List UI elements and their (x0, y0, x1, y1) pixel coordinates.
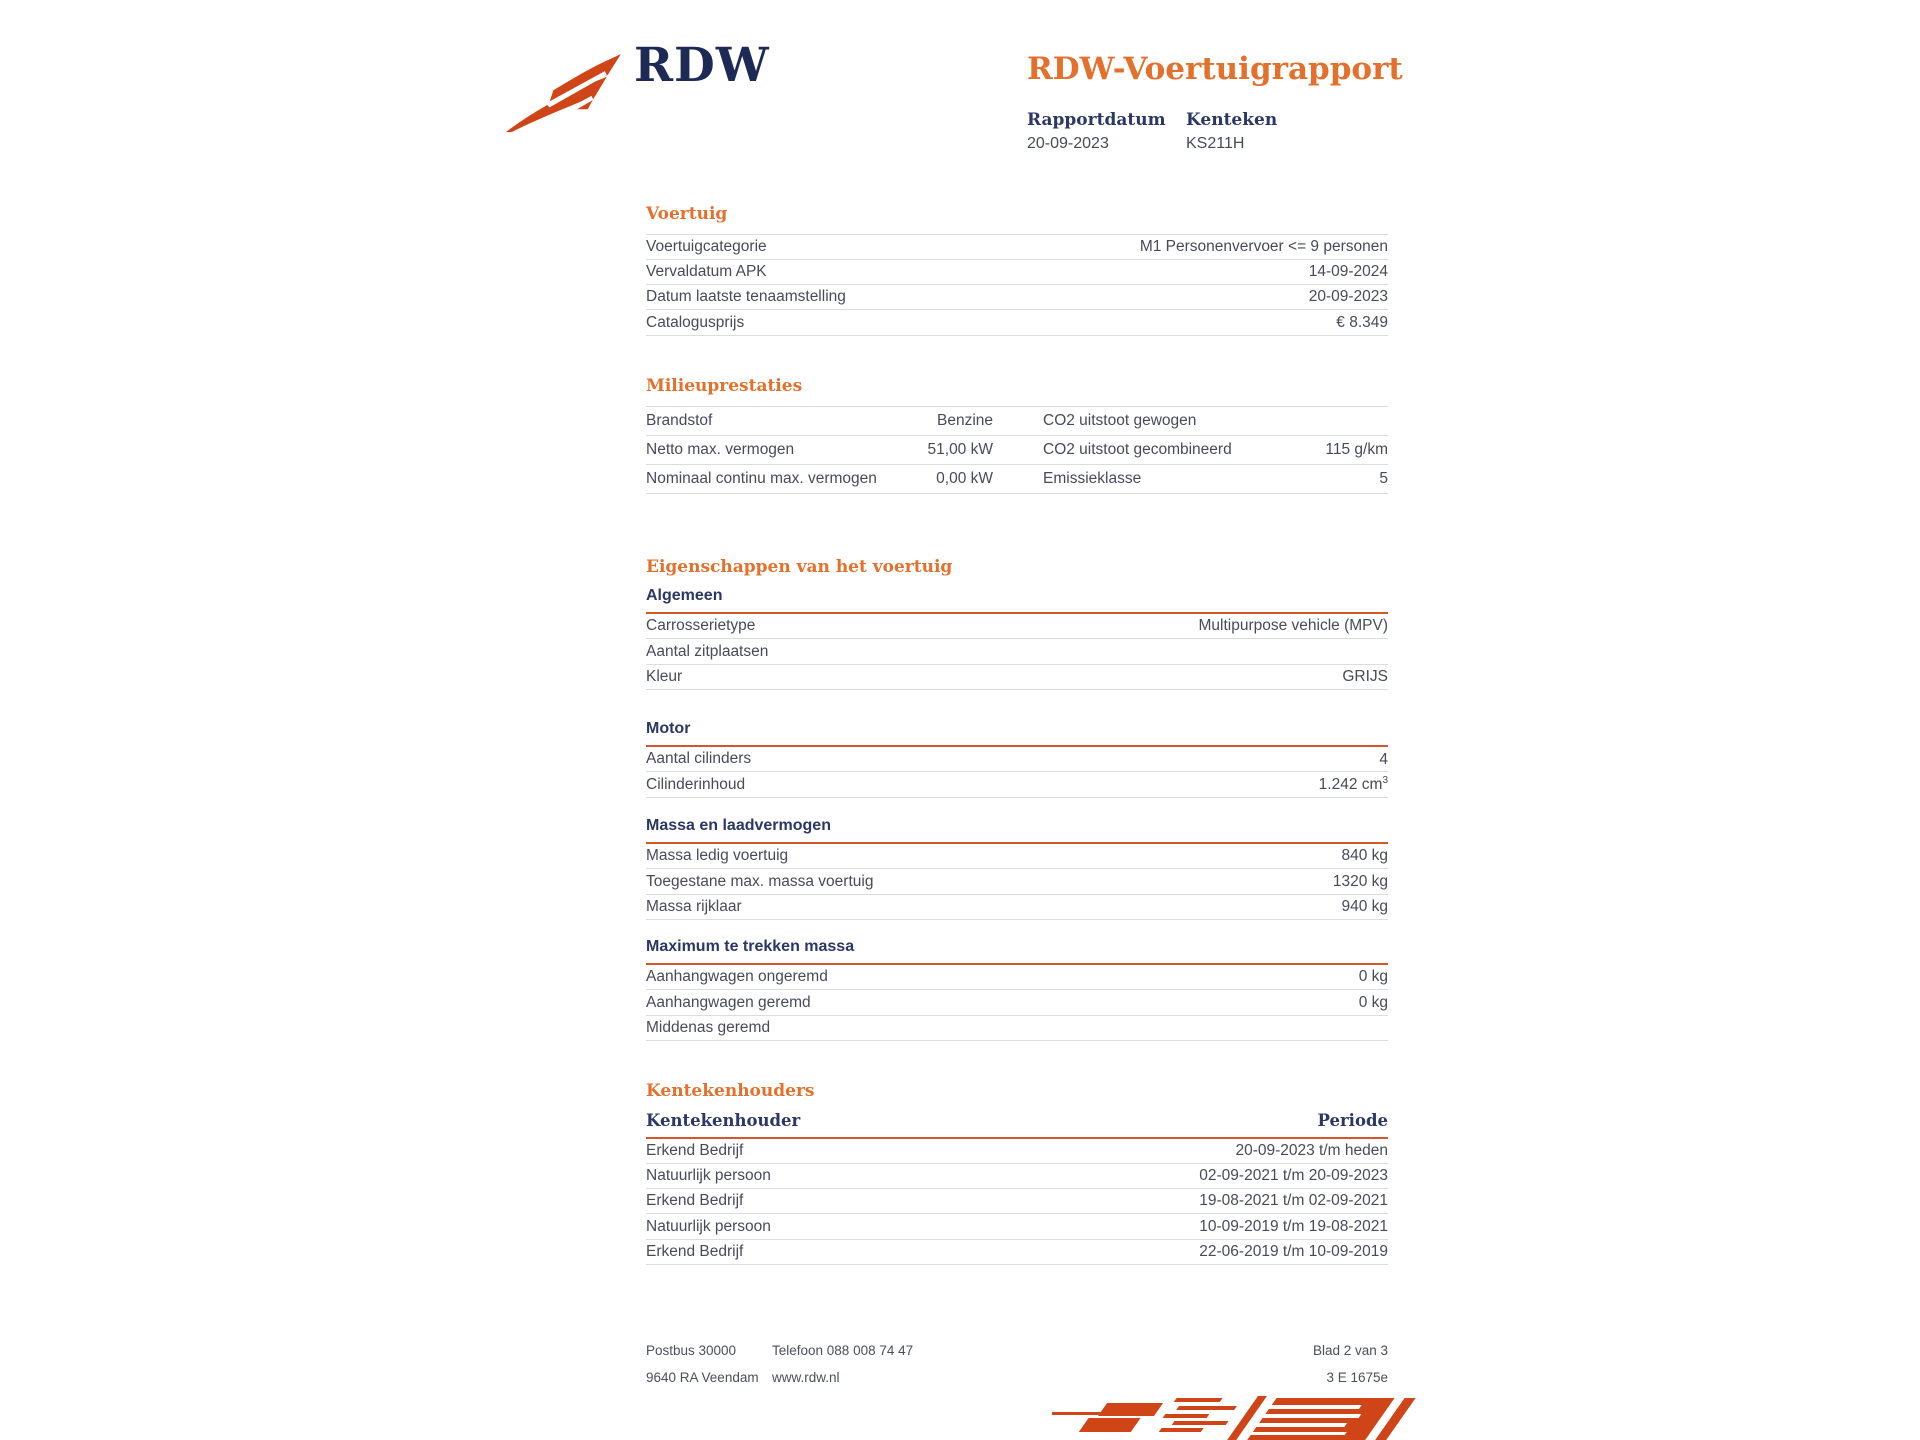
row-label: Brandstof (646, 411, 713, 429)
row-label: Massa rijklaar (646, 897, 742, 915)
row-label: Catalogusprijs (646, 313, 745, 331)
row-value: M1 Personenvervoer <= 9 personen (1139, 237, 1388, 255)
table-row (646, 436, 1388, 465)
page-title: RDW-Voertuigrapport (1027, 51, 1403, 87)
footer-postbus: Postbus 30000 (646, 1343, 737, 1358)
table-row (646, 665, 1388, 690)
table-row (646, 747, 1388, 772)
algemeen-table (646, 614, 1388, 690)
column-header-periode: Periode (1317, 1110, 1388, 1130)
row-value: 1.242 $cm^3$ (1318, 775, 1388, 794)
section-voertuig (646, 205, 1388, 336)
row-label: Netto max. vermogen (646, 440, 795, 458)
footer-website: www.rdw.nl (772, 1370, 840, 1385)
table-row (646, 235, 1388, 260)
table-row (646, 844, 1388, 869)
rdw-stripe-pattern-icon (1052, 1396, 1472, 1440)
table-row (646, 990, 1388, 1015)
row-label: Emissieklasse (1043, 469, 1142, 487)
table-row (646, 285, 1388, 310)
row-value: 14-09-2024 (1308, 262, 1388, 280)
row-label: Aantal zitplaatsen (646, 642, 769, 660)
row-value: GRIJS (1342, 667, 1388, 685)
table-row (646, 1240, 1388, 1265)
motor-table (646, 747, 1388, 798)
row-label: Aanhangwagen ongeremd (646, 968, 828, 986)
row-label: Voertuigcategorie (646, 237, 767, 255)
section-kentekenhouders (646, 1082, 1388, 1265)
table-row (646, 1016, 1388, 1041)
table-row (646, 614, 1388, 639)
page-footer (646, 1337, 1388, 1391)
row-label: Carrosserietype (646, 617, 756, 635)
subsection-motor (646, 719, 1388, 798)
holder-cell: Erkend Bedrijf (646, 1192, 744, 1210)
period-cell: 10-09-2019 t/m 19-08-2021 (1199, 1217, 1388, 1235)
row-label: Toegestane max. massa voertuig (646, 872, 874, 890)
row-value: 20-09-2023 (1308, 288, 1388, 306)
row-value: 0 kg (1358, 968, 1388, 986)
row-label: Aantal cilinders (646, 750, 752, 768)
subsection-massa (646, 816, 1388, 920)
table-row (646, 869, 1388, 894)
row-value: 115 g/km (1325, 440, 1388, 458)
table-row (646, 895, 1388, 920)
subsection-title-algemeen: Algemeen (646, 586, 1388, 614)
section-title-eigenschappen: Eigenschappen van het voertuig (646, 557, 953, 577)
table-row (646, 772, 1388, 797)
table-row (646, 965, 1388, 990)
milieu-table (646, 406, 1388, 494)
row-value: 1320 kg (1332, 872, 1388, 890)
row-label: Kleur (646, 667, 683, 685)
rdw-swoosh-icon (500, 54, 622, 139)
row-value: Multipurpose vehicle (MPV) (1198, 617, 1388, 635)
row-label: Aanhangwagen geremd (646, 993, 811, 1011)
footer-page-number: Blad 2 van 3 (1312, 1343, 1388, 1358)
footer-line-2 (646, 1364, 1388, 1391)
row-label: Datum laatste tenaamstelling (646, 288, 846, 306)
superscript: 3 (1382, 775, 1388, 787)
row-label: CO2 uitstoot gewogen (1043, 411, 1197, 429)
period-cell: 20-09-2023 t/m heden (1235, 1141, 1388, 1159)
rdw-logo-wordmark: RDW (634, 38, 770, 93)
table-row (646, 407, 1388, 436)
table-row (646, 260, 1388, 285)
row-value: 0,00 kW (936, 469, 993, 487)
row-value: Benzine (936, 411, 993, 429)
report-meta (1027, 110, 1447, 153)
table-row (646, 310, 1388, 335)
period-cell: 22-06-2019 t/m 10-09-2019 (1199, 1242, 1388, 1260)
table-row (646, 1139, 1388, 1164)
kentekenhouders-header-row (646, 1111, 1388, 1139)
kenteken-value: KS211H (1186, 135, 1245, 153)
footer-city: 9640 RA Veendam (646, 1370, 759, 1385)
column-header-kentekenhouder: Kentekenhouder (646, 1110, 801, 1130)
section-title-milieuprestaties: Milieuprestaties (646, 376, 803, 396)
table-row (646, 639, 1388, 664)
row-value: 4 (1379, 750, 1388, 768)
row-value: 840 kg (1341, 847, 1388, 865)
row-value: 940 kg (1341, 897, 1388, 915)
holder-cell: Natuurlijk persoon (646, 1166, 771, 1184)
report-date-label: Rapportdatum (1027, 110, 1166, 131)
subsection-title-motor: Motor (646, 719, 1388, 747)
period-cell: 19-08-2021 t/m 02-09-2021 (1199, 1192, 1388, 1210)
row-value: € 8.349 (1336, 313, 1388, 331)
subsection-title-maximum-trekken: Maximum te trekken massa (646, 937, 1388, 965)
row-label: Middenas geremd (646, 1018, 771, 1036)
kentekenhouders-table (646, 1139, 1388, 1265)
footer-phone: Telefoon 088 008 74 47 (772, 1343, 914, 1358)
row-value: 51,00 kW (927, 440, 993, 458)
row-value: 0 kg (1358, 993, 1388, 1011)
maximum-table (646, 965, 1388, 1041)
holder-cell: Erkend Bedrijf (646, 1141, 744, 1159)
table-row (646, 1214, 1388, 1239)
table-row (646, 1189, 1388, 1214)
row-label: Vervaldatum APK (646, 262, 767, 280)
section-milieuprestaties (646, 377, 1388, 494)
row-label: Massa ledig voertuig (646, 847, 789, 865)
subsection-algemeen (646, 586, 1388, 690)
table-row (646, 465, 1388, 494)
rdw-logo (500, 38, 770, 139)
period-cell: 02-09-2021 t/m 20-09-2023 (1199, 1166, 1388, 1184)
footer-document-code: 3 E 1675e (1326, 1370, 1388, 1385)
massa-table (646, 844, 1388, 920)
report-header (1027, 52, 1447, 153)
table-row (646, 1164, 1388, 1189)
row-label: CO2 uitstoot gecombineerd (1043, 440, 1232, 458)
row-label: Nominaal continu max. vermogen (646, 469, 877, 487)
report-date-value: 20-09-2023 (1027, 135, 1109, 153)
section-title-voertuig: Voertuig (646, 204, 728, 224)
section-eigenschappen (646, 558, 1388, 587)
row-value: 5 (1379, 469, 1388, 487)
subsection-title-massa: Massa en laadvermogen (646, 816, 1388, 844)
section-title-kentekenhouders: Kentekenhouders (646, 1081, 815, 1101)
holder-cell: Erkend Bedrijf (646, 1242, 744, 1260)
subsection-maximum-trekken (646, 937, 1388, 1041)
kenteken-label: Kenteken (1186, 110, 1278, 131)
row-label: Cilinderinhoud (646, 775, 746, 793)
holder-cell: Natuurlijk persoon (646, 1217, 771, 1235)
footer-line-1 (646, 1337, 1388, 1364)
voertuig-table (646, 234, 1388, 336)
